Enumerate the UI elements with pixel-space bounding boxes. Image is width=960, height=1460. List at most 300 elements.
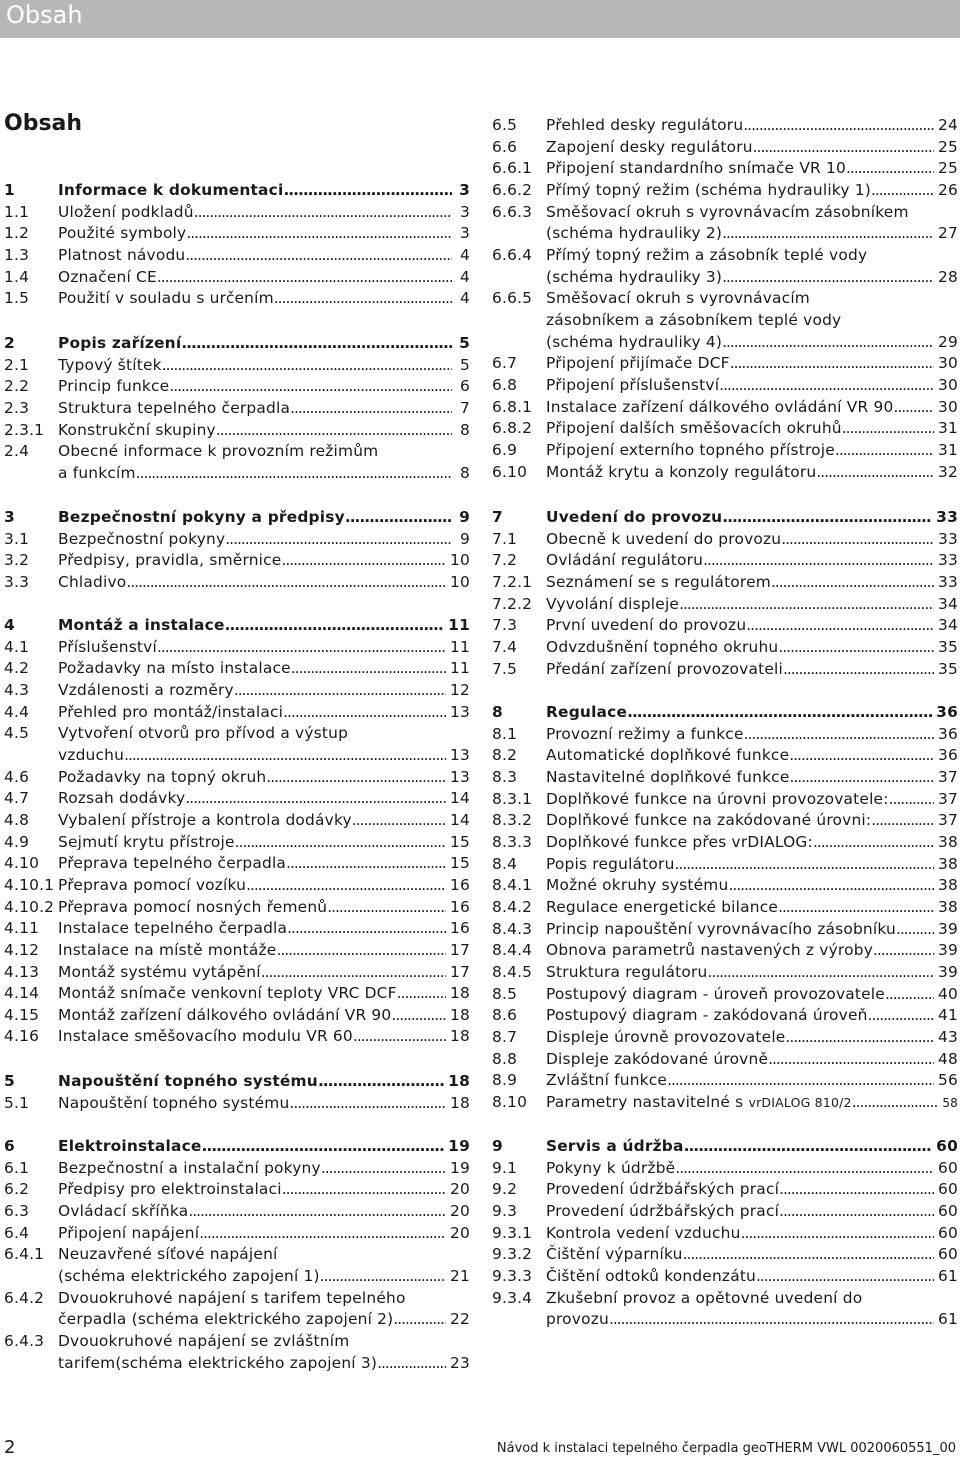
toc-entry-body (58, 529, 470, 551)
toc-entry[interactable] (492, 1049, 958, 1071)
toc-entry-page: 18 (450, 1005, 470, 1024)
toc-entry-body (546, 202, 958, 245)
toc-entry-body (58, 723, 470, 766)
toc-entry[interactable] (4, 680, 470, 702)
toc-entry[interactable] (4, 1331, 470, 1374)
toc-entry-title: vzduchu (58, 745, 125, 764)
toc-entry-page: 19 (448, 1137, 470, 1155)
toc-entry-number: 4.10 (4, 854, 40, 873)
toc-entry-number: 4.10.1 (4, 875, 55, 894)
page-number: 2 (4, 1437, 16, 1458)
toc-entry[interactable] (4, 1223, 470, 1245)
toc-entry[interactable] (492, 397, 958, 419)
toc-entry-body (546, 1005, 958, 1027)
toc-entry-title: Přehled desky regulátoru (546, 116, 744, 134)
toc-entry-number: 4.1 (4, 637, 30, 656)
toc-entry-body (58, 702, 470, 724)
toc-entry-page: 14 (450, 789, 470, 808)
toc-entry-title: Označení CE (58, 267, 157, 286)
toc-entry[interactable] (492, 1027, 958, 1049)
leader-dots (730, 353, 934, 375)
toc-entry-body (546, 702, 958, 724)
leader-dots (722, 267, 934, 289)
toc-entry-title: Přeprava pomocí nosných řemenů (58, 897, 328, 916)
toc-entry-body (58, 180, 470, 202)
toc-entry-title: Doplňkové funkce na úrovni provozovatele: (546, 789, 889, 808)
toc-entry-page: 26 (938, 180, 958, 199)
toc-entry[interactable] (4, 1158, 470, 1180)
toc-entry-title: Bezpečnostní pokyny (58, 529, 226, 548)
toc-entry-number: 2 (4, 334, 15, 352)
toc-entry-title: Nastavitelné doplňkové funkce (546, 767, 790, 786)
toc-entry[interactable] (492, 615, 958, 637)
toc-entry[interactable] (4, 658, 470, 680)
toc-entry-body (546, 418, 958, 440)
toc-chapter-entry[interactable] (492, 1136, 958, 1158)
toc-entry[interactable] (492, 1158, 958, 1180)
leader-dots (744, 724, 934, 746)
toc-entry-title: Struktura tepelného čerpadla (58, 398, 291, 417)
toc-entry-number: 9.1 (492, 1158, 518, 1177)
toc-entry-number: 7.2 (492, 551, 518, 570)
toc-entry-title: Sejmutí krytu přístroje (58, 832, 235, 851)
leader-dots (703, 550, 934, 572)
toc-entry[interactable] (4, 983, 470, 1005)
toc-entry-page: 32 (938, 462, 958, 481)
toc-entry-title: Čištění odtoků kondenzátu (546, 1266, 757, 1285)
toc-entry[interactable] (4, 918, 470, 940)
toc-entry-title: Odvzdušnění topného okruhu (546, 637, 779, 656)
leader-dots (852, 1092, 939, 1114)
toc-entry-page: 4 (460, 245, 470, 264)
toc-entry-page: 60 (938, 1180, 958, 1199)
toc-entry[interactable] (4, 832, 470, 854)
toc-entry-body (546, 375, 958, 397)
toc-entry-page: 30 (938, 354, 958, 373)
toc-entry[interactable] (4, 1288, 470, 1331)
toc-entry[interactable] (4, 1244, 470, 1287)
toc-entry-title: Informace k dokumentaci (58, 181, 284, 199)
toc-entry-body (58, 245, 470, 267)
toc-entry[interactable] (4, 572, 470, 594)
toc-entry[interactable] (492, 854, 958, 876)
toc-entry[interactable] (492, 810, 958, 832)
toc-entry-body (58, 832, 470, 854)
leader-dots (779, 1179, 934, 1201)
toc-entry[interactable] (4, 288, 470, 310)
toc-entry-title: Princip funkce (58, 377, 170, 396)
toc-entry[interactable] (492, 245, 958, 288)
toc-entry[interactable] (492, 288, 958, 353)
leader-dots (276, 940, 446, 962)
toc-entry[interactable] (4, 355, 470, 377)
toc-entry[interactable] (4, 1093, 470, 1115)
toc-entry-body (58, 376, 470, 398)
toc-entry[interactable] (492, 137, 958, 159)
leader-dots (756, 1266, 934, 1288)
toc-entry-number: 6.9 (492, 440, 518, 459)
toc-entry-page: 6 (460, 377, 470, 396)
leader-dots (246, 875, 446, 897)
leader-dots (789, 745, 934, 767)
toc-chapter-entry[interactable] (492, 702, 958, 724)
toc-entry[interactable] (492, 1244, 958, 1266)
toc-entry-body (58, 983, 470, 1005)
toc-entry-title: Postupový diagram - zakódovaná úroveň (546, 1006, 868, 1025)
leader-dots (281, 550, 446, 572)
toc-entry-number: 4.14 (4, 984, 40, 1003)
leader-dots (842, 418, 934, 440)
toc-entry-number: 7.2.1 (492, 572, 533, 591)
toc-entry[interactable] (4, 1179, 470, 1201)
leader-dots (188, 1201, 446, 1223)
toc-entry[interactable] (4, 702, 470, 724)
toc-section (4, 1071, 470, 1114)
toc-entry-number: 6.5 (492, 116, 518, 134)
toc-entry-page: 36 (936, 703, 958, 721)
toc-entry-title: Bezpečnostní a instalační pokyny (58, 1158, 321, 1177)
toc-entry-page: 34 (938, 594, 958, 613)
toc-entry-number: 8.7 (492, 1027, 518, 1046)
toc-entry-title: Použití v souladu s určením (58, 289, 274, 308)
toc-entry-title: Připojení externího topného přístroje (546, 440, 835, 459)
toc-entry-body (546, 810, 958, 832)
toc-entry[interactable] (492, 440, 958, 462)
toc-chapter-entry[interactable] (4, 1136, 470, 1158)
toc-entry[interactable] (492, 115, 958, 137)
toc-entry-number: 4.12 (4, 940, 40, 959)
toc-entry-body (546, 984, 958, 1006)
toc-entry-body (546, 832, 958, 854)
toc-entry-page: 33 (936, 508, 958, 526)
toc-entry-number: 6.8.1 (492, 397, 533, 416)
toc-entry-page: 17 (450, 962, 470, 981)
toc-entry-page: 8 (460, 420, 470, 439)
toc-entry-title: Čištění výparníku (546, 1245, 683, 1264)
footer-document-title: Návod k instalaci tepelného čerpadla geoTHERM VWL 0020060551_00 (496, 1441, 956, 1456)
toc-entry[interactable] (492, 832, 958, 854)
toc-entry-page: 38 (938, 854, 958, 873)
toc-entry-page: 20 (450, 1223, 470, 1242)
toc-entry-number: 8.1 (492, 724, 518, 743)
leader-dots (266, 767, 446, 789)
toc-entry-body (546, 897, 958, 919)
toc-entry-page: 20 (450, 1201, 470, 1220)
toc-entry-page: 12 (450, 680, 470, 699)
toc-section (4, 1136, 470, 1374)
toc-entry-page: 35 (938, 659, 958, 678)
toc-entry-body (58, 398, 470, 420)
toc-entry[interactable] (4, 267, 470, 289)
toc-entry-body (546, 572, 958, 594)
toc-entry-page: 60 (938, 1201, 958, 1220)
toc-entry-number: 8.3.3 (492, 832, 533, 851)
toc-entry[interactable] (492, 529, 958, 551)
leader-dots (816, 462, 934, 484)
toc-entry[interactable] (4, 962, 470, 984)
toc-entry[interactable] (492, 940, 958, 962)
toc-entry-title: Použité symboly (58, 224, 187, 243)
toc-entry-page: 18 (448, 1072, 470, 1090)
toc-entry[interactable] (492, 1223, 958, 1245)
toc-entry-number: 6.1 (4, 1158, 30, 1177)
toc-entry-title: Displeje úrovně provozovatele (546, 1027, 786, 1046)
toc-entry[interactable] (4, 420, 470, 442)
toc-chapter-entry[interactable] (4, 615, 470, 637)
toc-entry[interactable] (4, 202, 470, 224)
toc-entry-body (546, 1158, 958, 1180)
toc-entry[interactable] (492, 180, 958, 202)
toc-entry[interactable] (492, 550, 958, 572)
toc-entry-page: 4 (460, 267, 470, 286)
toc-entry-page: 9 (460, 529, 470, 548)
toc-entry[interactable] (492, 897, 958, 919)
toc-entry-page: 38 (938, 832, 958, 851)
toc-entry-title: Předání zařízení provozovateli (546, 659, 783, 678)
toc-entry[interactable] (492, 1070, 958, 1092)
toc-entry[interactable] (492, 637, 958, 659)
toc-section (492, 1136, 958, 1331)
toc-entry[interactable] (492, 462, 958, 484)
toc-entry-page: 61 (938, 1266, 958, 1285)
toc-entry[interactable] (492, 353, 958, 375)
toc-entry[interactable] (492, 724, 958, 746)
toc-entry-page: 56 (938, 1071, 958, 1090)
toc-entry-title: Popis zařízení (58, 334, 182, 352)
toc-entry-page: 39 (938, 962, 958, 981)
leader-dots (893, 397, 934, 419)
leader-dots (675, 1158, 934, 1180)
toc-entry-body (546, 529, 958, 551)
leader-dots (225, 529, 452, 551)
toc-entry[interactable] (4, 637, 470, 659)
toc-entry-page: 8 (460, 463, 470, 482)
toc-entry-number: 6.6.2 (492, 180, 533, 199)
toc-entry[interactable] (492, 1179, 958, 1201)
toc-entry-body (58, 1093, 470, 1115)
toc-entry[interactable] (492, 158, 958, 180)
leader-dots (377, 1353, 446, 1375)
toc-entry-title-line: Přímý topný režim a zásobník teplé vody (546, 245, 868, 264)
toc-entry-page: 4 (460, 289, 470, 308)
toc-chapter-entry[interactable] (492, 507, 958, 529)
toc-chapter-entry[interactable] (4, 333, 470, 355)
toc-entry[interactable] (492, 418, 958, 440)
toc-entry[interactable] (492, 202, 958, 245)
toc-entry-number: 7.4 (492, 637, 518, 656)
toc-entry[interactable] (492, 962, 958, 984)
toc-entry[interactable] (492, 919, 958, 941)
leader-dots (157, 267, 452, 289)
toc-entry-title: Možné okruhy systému (546, 876, 729, 895)
toc-entry[interactable] (4, 1026, 470, 1048)
toc-entry-number: 6.4.2 (4, 1288, 45, 1307)
toc-entry[interactable] (4, 1005, 470, 1027)
toc-entry-body (546, 245, 958, 288)
toc-entry-body (546, 615, 958, 637)
toc-entry-title: Provedení údržbářských prací (546, 1180, 780, 1199)
toc-entry[interactable] (4, 398, 470, 420)
toc-entry[interactable] (4, 529, 470, 551)
leader-dots (885, 984, 934, 1006)
toc-entry[interactable] (492, 594, 958, 616)
toc-entry-body (58, 267, 470, 289)
toc-entry[interactable] (4, 1201, 470, 1223)
toc-entry-number: 8.3 (492, 767, 518, 786)
toc-entry-page: 15 (450, 832, 470, 851)
toc-chapter-entry[interactable] (4, 1071, 470, 1093)
toc-entry[interactable] (4, 245, 470, 267)
toc-entry[interactable] (492, 767, 958, 789)
toc-entry-page: 28 (938, 267, 958, 286)
toc-entry-body (58, 875, 470, 897)
toc-entry-title: a funkcím (58, 463, 136, 482)
toc-entry-body (546, 1288, 958, 1331)
toc-entry-number: 9.2 (492, 1180, 518, 1199)
leader-dots (675, 854, 934, 876)
toc-entry-title: Příslušenství (58, 637, 157, 656)
toc-entry-title-line: Směšovací okruh s vyrovnávacím zásobníkem (546, 202, 909, 221)
toc-entry[interactable] (492, 984, 958, 1006)
toc-entry-page: 13 (450, 745, 470, 764)
leader-dots (124, 745, 446, 767)
toc-entry[interactable] (4, 376, 470, 398)
toc-entry-page: 36 (938, 724, 958, 743)
leader-dots (684, 1136, 933, 1158)
toc-entry-body (546, 180, 958, 202)
leader-dots (873, 940, 934, 962)
toc-entry-title: Montáž systému vytápění (58, 962, 261, 981)
toc-entry[interactable] (492, 1201, 958, 1223)
toc-entry-body (546, 1201, 958, 1223)
toc-entry-number: 6 (4, 1137, 15, 1155)
leader-dots (318, 1071, 444, 1093)
toc-entry-number: 8.5 (492, 984, 518, 1003)
toc-entry-page: 25 (938, 159, 958, 178)
leader-dots (225, 615, 445, 637)
leader-dots (290, 398, 452, 420)
toc-entry[interactable] (4, 897, 470, 919)
leader-dots (813, 832, 934, 854)
toc-entry-number: 4.16 (4, 1027, 40, 1046)
toc-entry-page: 3 (459, 181, 470, 199)
toc-entry[interactable] (4, 875, 470, 897)
toc-entry[interactable] (492, 1092, 958, 1115)
leader-dots (320, 1266, 446, 1288)
toc-entry-body (546, 507, 958, 529)
leader-dots (234, 680, 446, 702)
leader-dots (778, 897, 934, 919)
toc-entry-body (58, 615, 470, 637)
toc-entry-number: 8.6 (492, 1006, 518, 1025)
toc-entry[interactable] (492, 659, 958, 681)
toc-entry-body (546, 1027, 958, 1049)
toc-entry[interactable] (492, 1288, 958, 1331)
leader-dots (790, 767, 935, 789)
toc-entry-number: 3.2 (4, 551, 30, 570)
toc-entry-page: 30 (938, 397, 958, 416)
header-title: Obsah (6, 1, 83, 29)
toc-chapter-entry[interactable] (4, 507, 470, 529)
toc-section (492, 702, 958, 1114)
toc-entry-page: 14 (450, 810, 470, 829)
leader-dots (274, 288, 452, 310)
toc-entry-title-line: Neuzavřené síťové napájení (58, 1245, 278, 1264)
leader-dots (778, 637, 934, 659)
toc-entry-body (58, 1288, 470, 1331)
toc-entry[interactable] (492, 745, 958, 767)
toc-entry[interactable] (492, 1266, 958, 1288)
leader-dots (868, 1005, 934, 1027)
toc-entry-page: 5 (459, 334, 470, 352)
toc-entry-number: 6.4 (4, 1223, 30, 1242)
toc-entry-body (58, 767, 470, 789)
leader-dots (871, 180, 934, 202)
leader-dots (202, 1136, 445, 1158)
toc-chapter-entry[interactable] (4, 180, 470, 202)
toc-entry-page: 30 (938, 375, 958, 394)
toc-entry-title: Konstrukční skupiny (58, 420, 216, 439)
toc-entry-page: 7 (460, 398, 470, 417)
leader-dots (783, 659, 934, 681)
toc-entry-number: 8.2 (492, 746, 518, 765)
leader-dots (282, 1179, 446, 1201)
toc-entry-number: 9.3.4 (492, 1288, 533, 1307)
leader-dots (627, 702, 932, 724)
toc-entry[interactable] (4, 723, 470, 766)
toc-entry[interactable] (4, 853, 470, 875)
toc-entry[interactable] (4, 550, 470, 572)
toc-section (4, 333, 470, 485)
toc-entry[interactable] (492, 875, 958, 897)
toc-entry-number: 4.10.2 (4, 897, 55, 916)
toc-entry[interactable] (492, 375, 958, 397)
toc-entry-body (58, 1071, 470, 1093)
toc-entry-number: 1 (4, 181, 15, 199)
leader-dots (771, 572, 934, 594)
toc-entry-title: Rozsah dodávky (58, 789, 186, 808)
toc-entry-page: 43 (938, 1027, 958, 1046)
toc-entry-number: 1.1 (4, 202, 30, 221)
leader-dots (835, 440, 934, 462)
toc-entry-page: 31 (938, 440, 958, 459)
toc-entry[interactable] (4, 940, 470, 962)
toc-entry[interactable] (4, 441, 470, 484)
toc-entry[interactable] (4, 788, 470, 810)
toc-entry[interactable] (4, 767, 470, 789)
toc-entry[interactable] (4, 810, 470, 832)
toc-entry[interactable] (4, 223, 470, 245)
toc-entry-number: 6.8 (492, 375, 518, 394)
toc-entry-title: Předpisy pro elektroinstalaci (58, 1180, 282, 1199)
toc-entry-page: 61 (938, 1310, 958, 1329)
toc-entry[interactable] (492, 1005, 958, 1027)
toc-entry-page: 16 (450, 897, 470, 916)
toc-entry-title: Regulace (546, 703, 628, 721)
toc-entry-title: Přeprava tepelného čerpadla (58, 854, 287, 873)
toc-entry-title: Uvedení do provozu (546, 508, 723, 526)
toc-entry-title: Automatické doplňkové funkce (546, 746, 790, 765)
toc-entry-number: 9.3 (492, 1201, 518, 1220)
toc-entry-page: 18 (450, 984, 470, 1003)
toc-entry-number: 5 (4, 1072, 15, 1090)
toc-entry-title: Doplňkové funkce na zakódované úrovni: (546, 811, 872, 830)
toc-entry-number: 8.3.2 (492, 811, 533, 830)
toc-entry[interactable] (492, 572, 958, 594)
toc-entry[interactable] (492, 789, 958, 811)
leader-dots (741, 1223, 934, 1245)
toc-entry-page: 38 (938, 876, 958, 895)
